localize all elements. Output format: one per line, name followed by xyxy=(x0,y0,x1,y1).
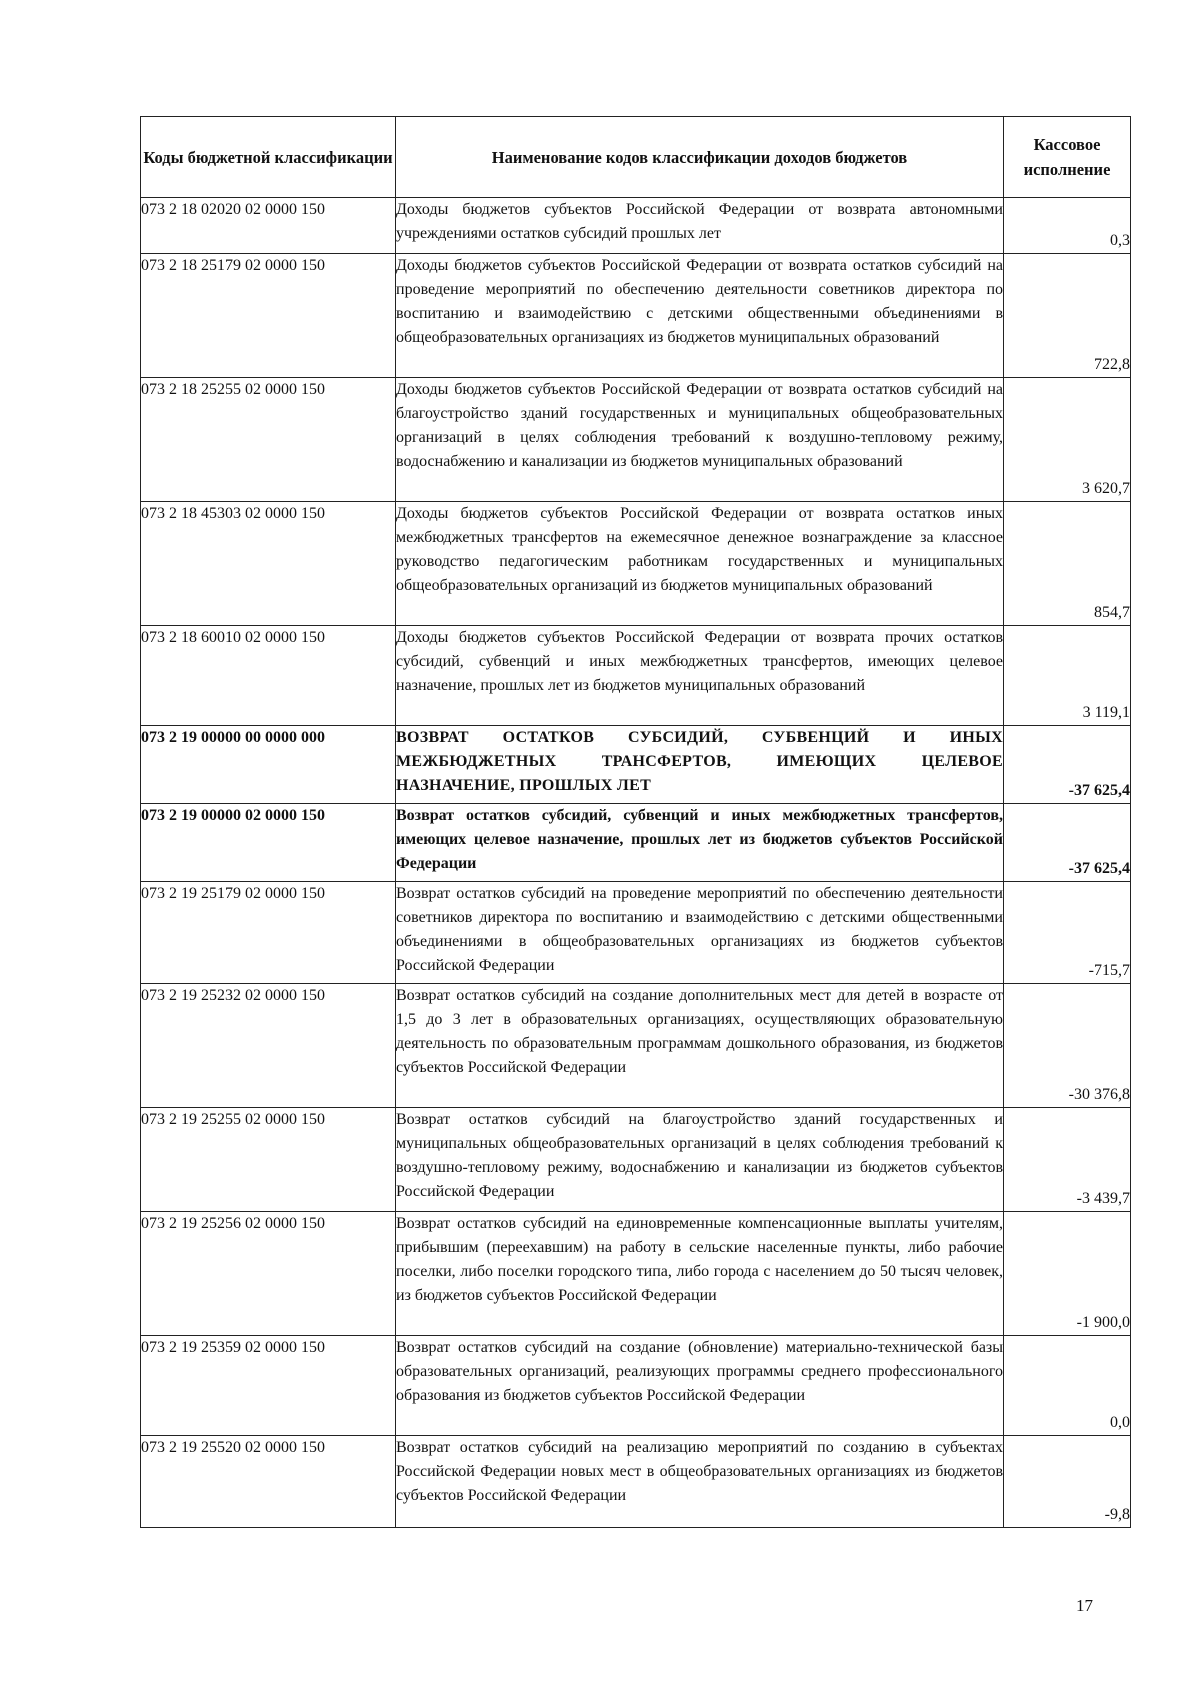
row-amount: -715,7 xyxy=(1004,882,1131,984)
row-code: 073 2 19 25255 02 0000 150 xyxy=(141,1108,396,1212)
row-name: Возврат остатков субсидий на проведение мероприятий по обеспечению деятельности советников директора по воспитанию и взаимодействию с детскими общественными объединениями в общеобразовательных организациях из бюджетов субъектов Российской Федерации xyxy=(396,882,1004,984)
row-amount: 0,3 xyxy=(1004,198,1131,254)
row-amount: -37 625,4 xyxy=(1004,726,1131,804)
row-amount: -9,8 xyxy=(1004,1436,1131,1528)
row-code: 073 2 18 25255 02 0000 150 xyxy=(141,378,396,502)
row-name: Возврат остатков субсидий на единовременные компенсационные выплаты учителям, прибывшим (переехавшим) на работу в сельские населенные пункты, либо рабочие поселки, либо поселки городского типа, либо города с населением до 50 тысяч человек, из бюджетов субъектов Российской Федерации xyxy=(396,1212,1004,1336)
table-row-subsection xyxy=(141,804,1131,882)
row-code: 073 2 19 25232 02 0000 150 xyxy=(141,984,396,1108)
table-row xyxy=(141,882,1131,984)
row-name: Возврат остатков субсидий на благоустройство зданий государственных и муниципальных общеобразовательных организаций в целях соблюдения требований к воздушно-тепловому режиму, водоснабжению и канализации из бюджетов субъектов Российской Федерации xyxy=(396,1108,1004,1212)
table-row xyxy=(141,502,1131,626)
header-code: Коды бюджетной классификации xyxy=(141,117,396,198)
row-amount: -30 376,8 xyxy=(1004,984,1131,1108)
row-amount: 3 119,1 xyxy=(1004,626,1131,726)
row-name: Возврат остатков субсидий на создание дополнительных мест для детей в возрасте от 1,5 до 3 лет в образовательных организациях, осуществляющих образовательную деятельность по образовательным программам дошкольного образования, из бюджетов субъектов Российской Федерации xyxy=(396,984,1004,1108)
row-name: Доходы бюджетов субъектов Российской Федерации от возврата остатков субсидий на проведение мероприятий по обеспечению деятельности советников директора по воспитанию и взаимодействию с детскими общественными объединениями в общеобразовательных организациях из бюджетов муниципальных образований xyxy=(396,254,1004,378)
row-code: 073 2 19 00000 02 0000 150 xyxy=(141,804,396,882)
row-name: Доходы бюджетов субъектов Российской Федерации от возврата остатков иных межбюджетных трансфертов на ежемесячное денежное вознаграждение за классное руководство педагогическим работникам государственных и муниципальных общеобразовательных организаций из бюджетов муниципальных образований xyxy=(396,502,1004,626)
row-code: 073 2 18 25179 02 0000 150 xyxy=(141,254,396,378)
row-code: 073 2 18 45303 02 0000 150 xyxy=(141,502,396,626)
table-row xyxy=(141,198,1131,254)
row-amount: -3 439,7 xyxy=(1004,1108,1131,1212)
row-code: 073 2 19 25179 02 0000 150 xyxy=(141,882,396,984)
header-amount: Кассовое исполнение xyxy=(1004,117,1131,198)
row-amount: 854,7 xyxy=(1004,502,1131,626)
row-amount: -37 625,4 xyxy=(1004,804,1131,882)
row-name: Доходы бюджетов субъектов Российской Федерации от возврата прочих остатков субсидий, субвенций и иных межбюджетных трансфертов, имеющих целевое назначение, прошлых лет из бюджетов муниципальных образований xyxy=(396,626,1004,726)
row-code: 073 2 18 60010 02 0000 150 xyxy=(141,626,396,726)
row-amount: -1 900,0 xyxy=(1004,1212,1131,1336)
row-amount: 722,8 xyxy=(1004,254,1131,378)
row-name: Доходы бюджетов субъектов Российской Федерации от возврата остатков субсидий на благоустройство зданий государственных и муниципальных общеобразовательных организаций в целях соблюдения требований к воздушно-тепловому режиму, водоснабжению и канализации из бюджетов муниципальных образований xyxy=(396,378,1004,502)
row-code: 073 2 19 25359 02 0000 150 xyxy=(141,1336,396,1436)
row-amount: 3 620,7 xyxy=(1004,378,1131,502)
row-name: Доходы бюджетов субъектов Российской Федерации от возврата автономными учреждениями остатков субсидий прошлых лет xyxy=(396,198,1004,254)
table-row xyxy=(141,1108,1131,1212)
table-row xyxy=(141,378,1131,502)
row-name: Возврат остатков субсидий на создание (обновление) материально-технической базы образовательных организаций, реализующих программы среднего профессионального образования из бюджетов субъектов Российской Федерации xyxy=(396,1336,1004,1436)
table-row xyxy=(141,626,1131,726)
row-code: 073 2 19 25256 02 0000 150 xyxy=(141,1212,396,1336)
page-number: 17 xyxy=(1076,1596,1093,1615)
table-row xyxy=(141,1212,1131,1336)
budget-revenue-table xyxy=(140,116,1131,1528)
row-name: Возврат остатков субсидий на реализацию мероприятий по созданию в субъектах Российской Федерации новых мест в общеобразовательных организациях из бюджетов субъектов Российской Федерации xyxy=(396,1436,1004,1528)
row-code: 073 2 18 02020 02 0000 150 xyxy=(141,198,396,254)
row-code: 073 2 19 00000 00 0000 000 xyxy=(141,726,396,804)
table-row xyxy=(141,1436,1131,1528)
table-row xyxy=(141,1336,1131,1436)
table-row-section xyxy=(141,726,1131,804)
row-name: ВОЗВРАТ ОСТАТКОВ СУБСИДИЙ, СУБВЕНЦИЙ И ИНЫХ МЕЖБЮДЖЕТНЫХ ТРАНСФЕРТОВ, ИМЕЮЩИХ ЦЕЛЕВОЕ НАЗНАЧЕНИЕ, ПРОШЛЫХ ЛЕТ xyxy=(396,726,1004,804)
table-row xyxy=(141,984,1131,1108)
table-header-row xyxy=(141,117,1131,198)
table-row xyxy=(141,254,1131,378)
header-name: Наименование кодов классификации доходов бюджетов xyxy=(396,117,1004,198)
row-amount: 0,0 xyxy=(1004,1336,1131,1436)
row-name: Возврат остатков субсидий, субвенций и иных межбюджетных трансфертов, имеющих целевое назначение, прошлых лет из бюджетов субъектов Российской Федерации xyxy=(396,804,1004,882)
row-code: 073 2 19 25520 02 0000 150 xyxy=(141,1436,396,1528)
